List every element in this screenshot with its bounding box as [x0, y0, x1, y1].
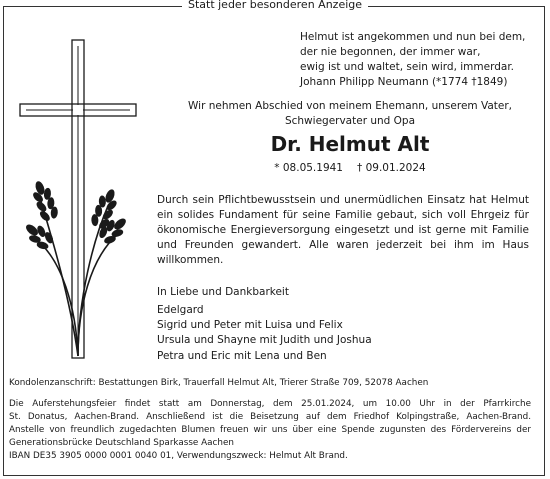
- cross-with-wheat-icon: [18, 38, 138, 360]
- tribute-text: Durch sein Pflichtbewusstsein und unermüdlichen Einsatz hat Helmut ein solides Fundament für seine Familie gebaut, sich voll Ehrgeiz für ökonomische Energieversorgung eingesetzt und ist gerne mit Familie und Freunden gewandert. Alle waren jederzeit bei ihm im Haus willkommen.: [157, 194, 529, 266]
- ceremony-line: Generationsbrücke Deutschland Sparkasse Aachen: [9, 438, 234, 448]
- life-dates: [160, 161, 540, 175]
- bank-details: IBAN DE35 3905 0000 0001 0040 01, Verwendungszweck: Helmut Alt Brand.: [9, 451, 348, 461]
- family-member: Sigrid und Peter mit Luisa und Felix: [157, 319, 343, 332]
- deceased-name: Dr. Helmut Alt: [270, 132, 430, 156]
- poem: [300, 30, 540, 90]
- details-section: [9, 377, 531, 463]
- intro: [160, 99, 540, 129]
- closing-line: In Liebe und Dankbarkeit: [157, 286, 289, 298]
- ceremony-line: St. Donatus, Aachen-Brand. Anschließend ist die Beisetzung auf dem Friedhof Kolpingstraße, Aachen-Brand.: [9, 412, 531, 422]
- ceremony-line: Anstelle von freundlich zugedachten Blumen freuen wir uns über eine Spende zugunsten des Fördervereins der: [9, 425, 531, 435]
- poem-line: der nie begonnen, der immer war,: [300, 46, 481, 58]
- family-member: Ursula und Shayne mit Judith und Joshua: [157, 334, 372, 347]
- poem-line: Helmut ist angekommen und nun bei dem,: [300, 31, 526, 43]
- family-list: [157, 303, 457, 364]
- death-date: † 09.01.2024: [357, 162, 426, 174]
- condolence-address: Kondolenzanschrift: Bestattungen Birk, Trauerfall Helmut Alt, Trierer Straße 709, 52078 Aachen: [9, 378, 429, 388]
- intro-line: Wir nehmen Abschied von meinem Ehemann, unserem Vater,: [188, 100, 512, 112]
- header-label: Statt jeder besonderen Anzeige: [0, 0, 550, 11]
- poem-line: ewig ist und waltet, sein wird, immerdar.: [300, 61, 515, 73]
- poem-attribution: Johann Philipp Neumann (*1774 †1849): [300, 76, 508, 88]
- family-member: Edelgard: [157, 304, 204, 316]
- ceremony-line: Die Auferstehungsfeier findet statt am Donnerstag, dem 25.01.2024, um 10.00 Uhr in der Pfarrkirche: [9, 399, 531, 409]
- intro-line: Schwiegervater und Opa: [284, 115, 416, 127]
- birth-date: * 08.05.1941: [274, 162, 343, 174]
- family-member: Petra und Eric mit Lena und Ben: [157, 349, 327, 362]
